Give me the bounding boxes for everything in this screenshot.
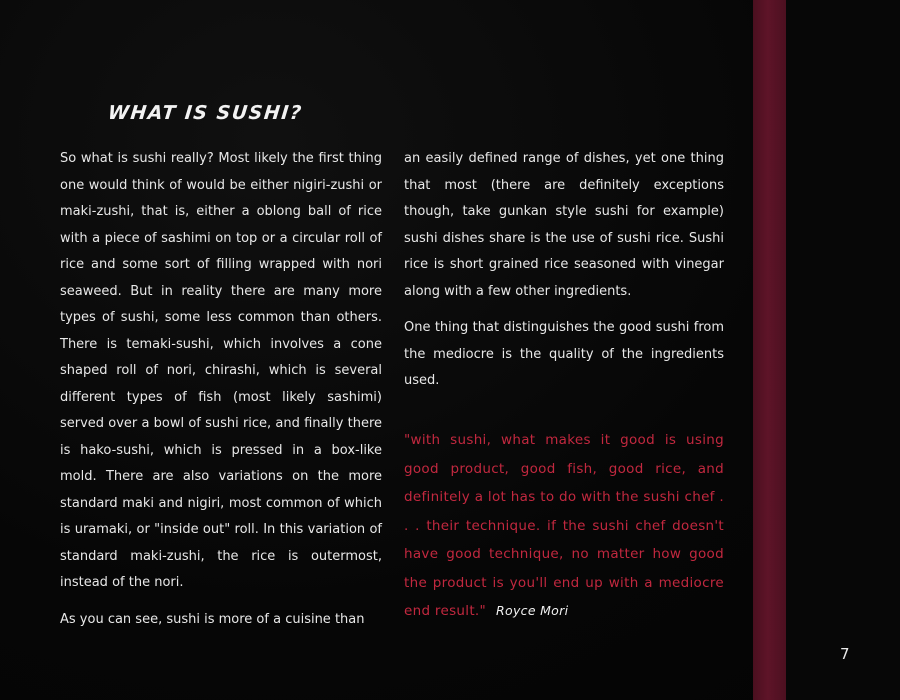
quote-author: Royce Mori xyxy=(496,603,569,618)
left-column xyxy=(60,146,382,633)
page-title: WHAT IS SUSHI? xyxy=(106,102,304,124)
page-number: 7 xyxy=(840,645,850,663)
side-stripe xyxy=(753,0,786,700)
body-paragraph: One thing that distinguishes the good sushi from the mediocre is the quality of the ingredients used. xyxy=(404,320,724,388)
page-margin xyxy=(786,0,900,700)
pull-quote xyxy=(404,426,724,626)
right-column xyxy=(404,146,724,395)
body-paragraph: an easily defined range of dishes, yet one thing that most (there are definitely exceptions though, take gunkan style sushi for example) sushi dishes share is the use of sushi rice. Sushi rice is short grained rice seasoned with vinegar along with a few other ingredients. xyxy=(404,151,724,299)
body-paragraph: As you can see, sushi is more of a cuisine than xyxy=(60,611,365,627)
body-paragraph: So what is sushi really? Most likely the first thing one would think of would be either nigiri-zushi or maki-zushi, that is, either a oblong ball of rice with a piece of sashimi on top or a circular roll of rice and some sort of filling wrapped with nori seaweed. But in reality there are many more types of sushi, some less common than others. There is temaki-sushi, which involves a cone shaped roll of nori, chirashi, which is several different types of fish (most likely sashimi) served over a bowl of sushi rice, and finally there is hako-sushi, which is pressed in a box-like mold. There are also variations on the more standard maki and nigiri, most common of which is uramaki, or "inside out" roll. In this variation of standard maki-zushi, the rice is outermost, instead of the nori. xyxy=(60,151,382,590)
quote-text: "with sushi, what makes it good is using good product, good fish, good rice, and definitely a lot has to do with the sushi chef . . . their technique. if the sushi chef doesn't have good technique, no matter how good the product is you'll end up with a mediocre end result." xyxy=(404,432,724,619)
